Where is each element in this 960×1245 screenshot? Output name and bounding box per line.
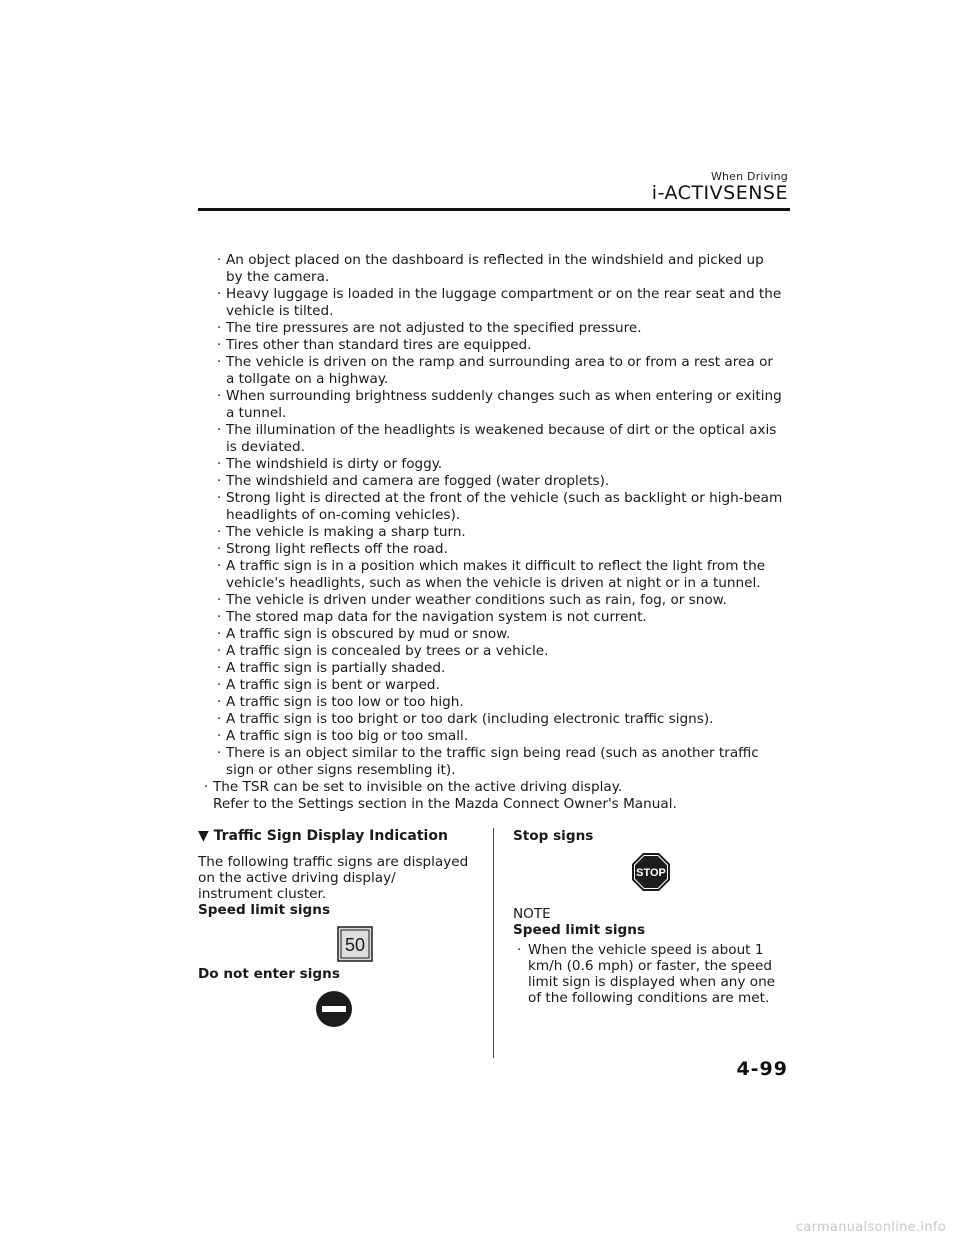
intro-line: on the active driving display/ <box>198 870 396 886</box>
stop-sign-text: STOP <box>636 867 666 879</box>
bullet-dot: · <box>216 337 222 353</box>
condition-line: a tunnel. <box>226 405 287 421</box>
note-line: of the following conditions are met. <box>528 990 770 1006</box>
condition-line: headlights of on-coming vehicles). <box>226 507 461 523</box>
note-line: km/h (0.6 mph) or faster, the speed <box>528 958 773 974</box>
condition-line: vehicle's headlights, such as when the vehicle is driven at night or in a tunnel. <box>226 575 761 591</box>
intro-line: The following traffic signs are displayed <box>198 854 469 870</box>
intro-line: instrument cluster. <box>198 886 327 902</box>
note-label: NOTE <box>513 906 551 922</box>
bullet-dot: · <box>216 694 222 710</box>
tsr-note-line: Refer to the Settings section in the Mazda Connect Owner's Manual. <box>213 796 677 812</box>
condition-line: The vehicle is driven under weather conditions such as rain, fog, or snow. <box>226 592 727 608</box>
condition-item <box>198 524 798 541</box>
bullet-dot: · <box>216 745 222 761</box>
bullet-dot: · <box>216 609 222 625</box>
condition-item <box>198 456 798 473</box>
condition-line: A traffic sign is too low or too high. <box>226 694 464 710</box>
condition-line: A traffic sign is too bright or too dark (including electronic traffic signs). <box>226 711 714 727</box>
stop-signs-label: Stop signs <box>513 828 594 844</box>
condition-item <box>198 728 798 745</box>
condition-line: A traffic sign is too big or too small. <box>226 728 469 744</box>
bullet-dot: · <box>216 711 222 727</box>
bullet-dot: · <box>216 286 222 302</box>
condition-item <box>198 711 798 728</box>
condition-line: sign or other signs resembling it). <box>226 762 456 778</box>
condition-line: A traffic sign is in a position which makes it difficult to reflect the light from the <box>226 558 766 574</box>
stop-sign-icon <box>631 852 671 892</box>
condition-line: A traffic sign is obscured by mud or snow. <box>226 626 511 642</box>
condition-line: vehicle is tilted. <box>226 303 334 319</box>
condition-item <box>198 643 798 660</box>
condition-line: The vehicle is making a sharp turn. <box>226 524 466 540</box>
page-number: 4-99 <box>736 1058 788 1080</box>
note-line: limit sign is displayed when any one <box>528 974 776 990</box>
watermark-text: carmanualsonline.info <box>795 1220 946 1235</box>
bullet-dot: · <box>216 422 222 438</box>
condition-line: The windshield and camera are fogged (water droplets). <box>226 473 610 489</box>
condition-line: Tires other than standard tires are equipped. <box>226 337 532 353</box>
condition-line: A traffic sign is concealed by trees or a vehicle. <box>226 643 549 659</box>
header-rule <box>198 208 790 211</box>
bullet-dot: · <box>216 660 222 676</box>
bullet-dot: · <box>203 779 209 795</box>
condition-line: Strong light is directed at the front of the vehicle (such as backlight or high-beam <box>226 490 783 506</box>
bullet-dot: · <box>216 541 222 557</box>
condition-item <box>198 626 798 643</box>
bullet-dot: · <box>216 473 222 489</box>
bullet-dot: · <box>216 643 222 659</box>
bullet-dot: · <box>216 388 222 404</box>
condition-item <box>198 609 798 626</box>
condition-line: a tollgate on a highway. <box>226 371 389 387</box>
condition-item <box>198 320 798 337</box>
conditions-list <box>198 252 798 813</box>
section-title: ▼ Traffic Sign Display Indication <box>198 828 448 844</box>
condition-line: The tire pressures are not adjusted to the specified pressure. <box>226 320 642 336</box>
note-subheading: Speed limit signs <box>513 922 646 938</box>
bullet-dot: · <box>216 558 222 574</box>
condition-item <box>198 354 798 388</box>
condition-item <box>198 252 798 286</box>
tsr-note <box>198 779 798 813</box>
condition-line: The vehicle is driven on the ramp and surrounding area to or from a rest area or <box>226 354 773 370</box>
speed-limit-value: 50 <box>344 935 366 955</box>
bullet-dot: · <box>216 592 222 608</box>
bullet-dot: · <box>216 728 222 744</box>
column-divider <box>493 828 494 1058</box>
condition-item <box>198 677 798 694</box>
bullet-dot: · <box>216 252 222 268</box>
speed-limit-label: Speed limit signs <box>198 902 331 918</box>
condition-item <box>198 337 798 354</box>
condition-item <box>198 745 798 779</box>
tsr-note-line: The TSR can be set to invisible on the active driving display. <box>213 779 623 795</box>
header-section: When Driving <box>710 170 788 183</box>
condition-item <box>198 592 798 609</box>
do-not-enter-sign-icon <box>315 990 353 1028</box>
right-column <box>513 828 793 1006</box>
condition-item <box>198 286 798 320</box>
condition-line: When surrounding brightness suddenly changes such as when entering or exiting <box>226 388 782 404</box>
bullet-dot: · <box>216 456 222 472</box>
condition-item <box>198 694 798 711</box>
condition-line: An object placed on the dashboard is reflected in the windshield and picked up <box>226 252 764 268</box>
condition-item <box>198 541 798 558</box>
condition-line: is deviated. <box>226 439 305 455</box>
condition-item <box>198 473 798 490</box>
note-line: When the vehicle speed is about 1 <box>528 942 764 958</box>
condition-item <box>198 490 798 524</box>
condition-item <box>198 558 798 592</box>
condition-item <box>198 422 798 456</box>
condition-item <box>198 660 798 677</box>
bullet-dot: · <box>216 626 222 642</box>
condition-line: The illumination of the headlights is weakened because of dirt or the optical axis <box>226 422 777 438</box>
condition-line: The windshield is dirty or foggy. <box>226 456 443 472</box>
speed-limit-sign-icon <box>337 926 373 962</box>
condition-line: There is an object similar to the traffic sign being read (such as another traffic <box>226 745 759 761</box>
bullet-dot: · <box>216 524 222 540</box>
bullet-dot: · <box>216 490 222 506</box>
left-column <box>198 828 482 1028</box>
condition-item <box>198 388 798 422</box>
bullet-dot: · <box>216 677 222 693</box>
condition-line: by the camera. <box>226 269 330 285</box>
do-not-enter-label: Do not enter signs <box>198 966 340 982</box>
bullet-dot: · <box>517 942 522 958</box>
condition-line: A traffic sign is partially shaded. <box>226 660 446 676</box>
condition-line: Strong light reflects off the road. <box>226 541 448 557</box>
condition-line: A traffic sign is bent or warped. <box>226 677 440 693</box>
bullet-dot: · <box>216 320 222 336</box>
condition-line: Heavy luggage is loaded in the luggage compartment or on the rear seat and the <box>226 286 782 302</box>
condition-line: The stored map data for the navigation system is not current. <box>226 609 647 625</box>
header-title: i-ACTIVSENSE <box>651 182 788 204</box>
bullet-dot: · <box>216 354 222 370</box>
